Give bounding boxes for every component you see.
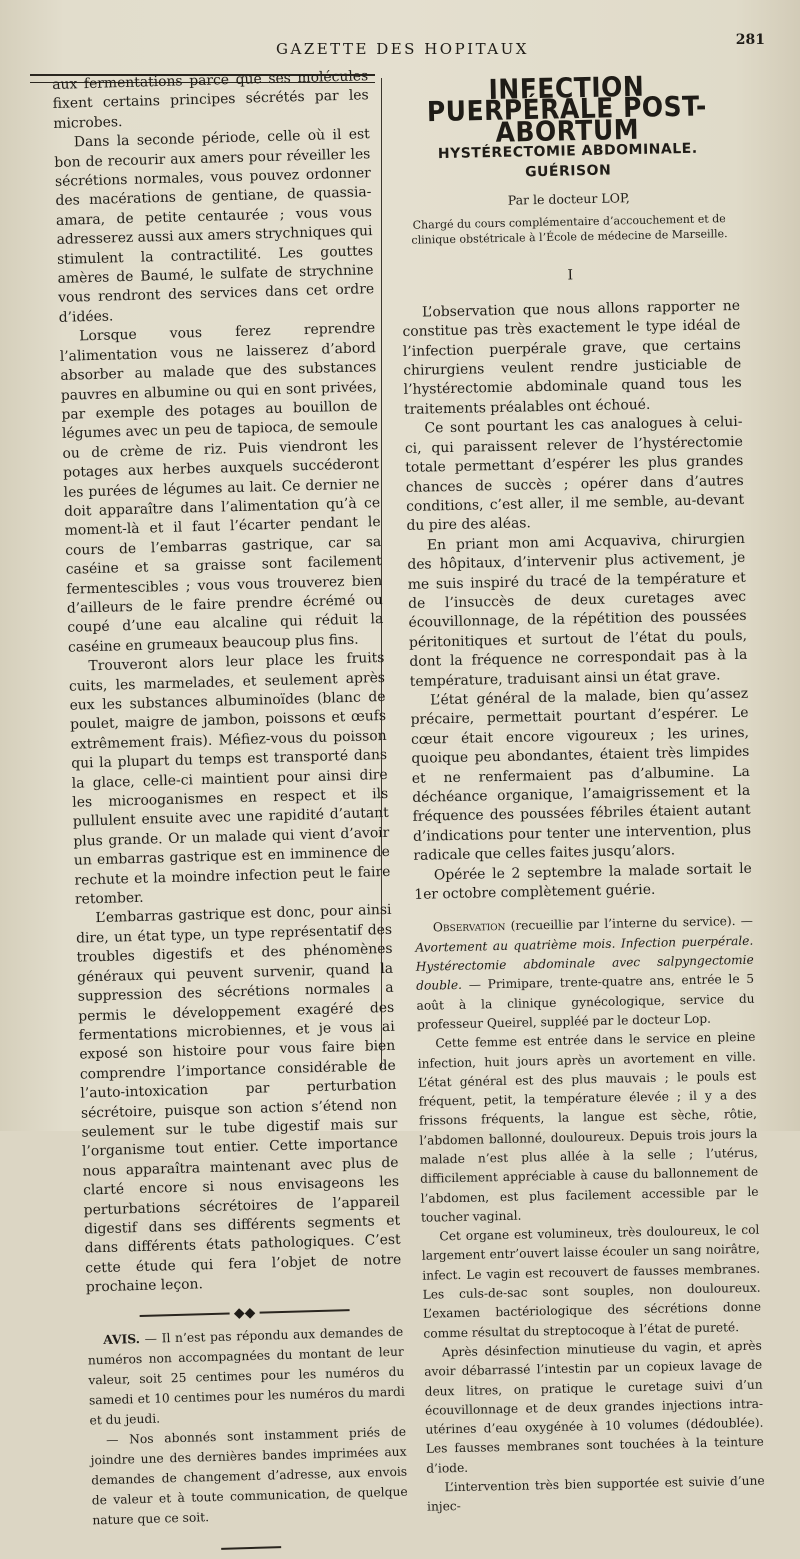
journal-title: GAZETTE DES HOPITAUX	[276, 40, 529, 58]
right-column	[397, 63, 765, 1517]
paragraph: L’observation que nous allons rapporter ne constitue pas très exactement le type idéal de l’infection puerpérale grave, que certains chirurgiens veulent rendre justiciable de l’hystérectomie abdominale quand tous les traitements préalables ont échoué.	[402, 297, 742, 418]
paragraph: Lorsque vous ferez reprendre l’alimentation vous ne laisserez d’abord absorber au malade que des substances pauvres en albumine ou qui en sont privées, par exemple des potages au bouillon de légumes avec un peu de tapioca, de semoule ou de crème de riz. Puis viendront les potages aux herbes auxquels succéderont les purées de légumes au lait. Ce dernier ne doit apparaître dans l’alimentation qu’à ce moment-là et il faut l’écarter pendant le cours de l’embarras gastrique, car sa caséine et sa graisse sont facilement fermentescibles ; vous vous trouverez bien d’ailleurs de le faire prendre écrémé ou coupé d’une eau alcaline qui réduit la caséine en grumeaux beaucoup plus fins.	[59, 320, 384, 656]
observation-rest: — Primipare, trente-quatre ans, entrée le 5 août à la clinique gynécologique, service du professeur Queirel, suppléé par le docteur Lop.	[416, 972, 755, 1032]
end-rule	[93, 1531, 409, 1559]
observation-paragraph: Cette femme est entrée dans le service en pleine infection, huit jours après un avortement en ville. L’état général est des plus mauvais ; le pouls est fréquent, petit, la température élevée ; il y a des frissons fréquents, la langue est sèche, rôtie, l’abdomen ballonné, douloureux. Depuis trois jours la malade n’est plus allée à la selle ; l’utérus, difficilement appréciable à cause du ballonnement de l’abdomen, est plus facilement accessible par le toucher vaginal.	[417, 1029, 759, 1225]
left-column	[52, 67, 409, 1559]
paragraph: Ce sont pourtant les cas analogues à celui-ci, qui paraissent relever de l’hystérectomie totale permettant d’espérer les plus grandes chances de succès ; opérer dans d’autres conditions, c’est aller, il me semble, au-devant du pire des aléas.	[404, 414, 745, 535]
section-number: I	[567, 267, 574, 284]
abonnes-text: — Nos abonnés sont instamment priés de joindre une des dernières bandes imprimées aux demandes de changement d’adresse, aux envois de valeur et à toute communication, de quelque nature que ce soit.	[90, 1424, 408, 1528]
observation-title: Avortement au quatrième mois. Infection puerpérale. Hystérectomie abdominale avec salpyngectomie double.	[415, 933, 754, 994]
paragraph: L’embarras gastrique est donc, pour ainsi dire, un état type, un type représentatif des troubles digestifs et des phénomènes généraux qui peuvent survenir, quand la suppression des sécrétions normales a permis le développement exagéré des fermentations microbiennes, et je vous ai exposé son histoire pour vous faire bien comprendre l’importance considérable de l’auto-intoxication par perturbation sécrétoire, puisque son action s’étend non seulement sur le tube digestif mais sur l’organisme tout entier. Cette importance nous apparaîtra maintenant avec plus de clarté encore si nous envisageons les perturbations sécrétoires de l’appareil digestif dans ses différents segments et dans différents états pathologiques. C’est cette étude qui fera l’objet de notre prochaine leçon.	[75, 902, 402, 1296]
avis-label: AVIS.	[103, 1330, 141, 1347]
observation-paragraph: Cet organe est volumineux, très douloureux, le col largement entr’ouvert laisse écouler un sang noirâtre, infect. Le vagin est recouvert de fausses membranes. Les culs-de-sac sont souples, non douloureux. L’examen bactériologique des sécrétions donne comme résultat du streptocoque à l’état de pureté.	[421, 1222, 762, 1341]
author-affiliation: Chargé du cours complémentaire d’accouchement et de clinique obstétricale à l’École de médecine de Marseille.	[411, 212, 728, 248]
paragraph: L’état général de la malade, bien qu’assez précaire, permettait pourtant d’espérer. Le cœur était encore vigoureux ; les urines, quoique peu abondantes, étaient très limpides et ne renfermaient pas d’albumine. La déchéance organique, l’amaigrissement et la fréquence des poussées fébriles étaient autant d’indications pour tenter une intervention, plus radicale que celles faites jusqu’alors.	[410, 685, 752, 865]
observation-paragraph: Après désinfection minutieuse du vagin, et après avoir débarrassé l’intestin par un copieux lavage de deux litres, on pratique le curetage suivi d’un écouvillonnage et de deux grandes injections intra-utérines d’eau oxygénée à 10 volumes (dédoublée). Les fausses membranes sont touchées à la teinture d’iode.	[424, 1338, 764, 1476]
observation-intro: (recueillie par l’interne du service). —	[505, 914, 754, 934]
page-number: 281	[735, 32, 765, 48]
article-title: INFECTION PUERPÉRALE POST-ABORTUM	[426, 70, 708, 149]
article-byline: Par le docteur LOP,	[507, 190, 630, 208]
paragraph: aux fermentations parce que ses molécules fixent certains principes sécrétés par les microbes.	[52, 68, 369, 132]
avis-text: — Il n’est pas répondu aux demandes de numéros non accompagnées du montant de leur valeur, soit 25 centimes pour les numéros du samedi et 10 centimes pour les numéros du mardi et du jeudi.	[87, 1324, 406, 1428]
observation-paragraph: L’intervention très bien supportée est suivie d’une injec-	[426, 1473, 765, 1515]
paragraph: Trouveront alors leur place les fruits cuits, les marmelades, et seulement après eux les substances albuminoïdes (blanc de poulet, maigre de jambon, poissons et œufs extrêmement frais). Méfiez-vous du poisson qui la plupart du temps est transporté dans la glace, celle-ci maintient pour ainsi dire les microoganismes en respect et ils pullulent ensuite avec une rapidité d’autant plus grande. Or un malade qui vient d’avoir un embarras gastrique est en imminence de rechute et la moindre infection peut le faire retomber.	[68, 650, 391, 908]
notice-block	[87, 1321, 408, 1530]
paragraph: En priant mon ami Acquaviva, chirurgien des hôpitaux, d’intervenir plus activement, je me suis inspiré du tracé de la température et de l’insuccès de deux curetages avec écouvillonnage, de la répétition des poussées péritonitiques et surtout de l’état du pouls, dont la fréquence ne correspondait pas à la température, traduisant ainsi un état grave.	[407, 530, 748, 690]
observation-label: Observation	[432, 919, 506, 935]
separator-ornament: ◆◆	[86, 1299, 402, 1320]
paragraph: Dans la seconde période, celle où il est bon de recourir aux amers pour réveiller les sécrétions normales, vous pouvez ordonner des macérations de gentiane, de quassia-amara, de petite centaurée ; vous vous adresserez aussi aux amers strychniques qui stimulent la contractilité. Les gouttes amères de Baumé, le sulfate de strychnine vous rendront des services dans cet ordre d’idées.	[54, 126, 375, 326]
observation-block	[415, 912, 765, 1517]
page-header	[40, 26, 765, 66]
paragraph: Opérée le 2 septembre la malade sortait le 1er octobre complètement guérie.	[414, 860, 752, 903]
article-subtitle: HYSTÉRECTOMIE ABDOMINALE. GUÉRISON	[437, 140, 698, 180]
